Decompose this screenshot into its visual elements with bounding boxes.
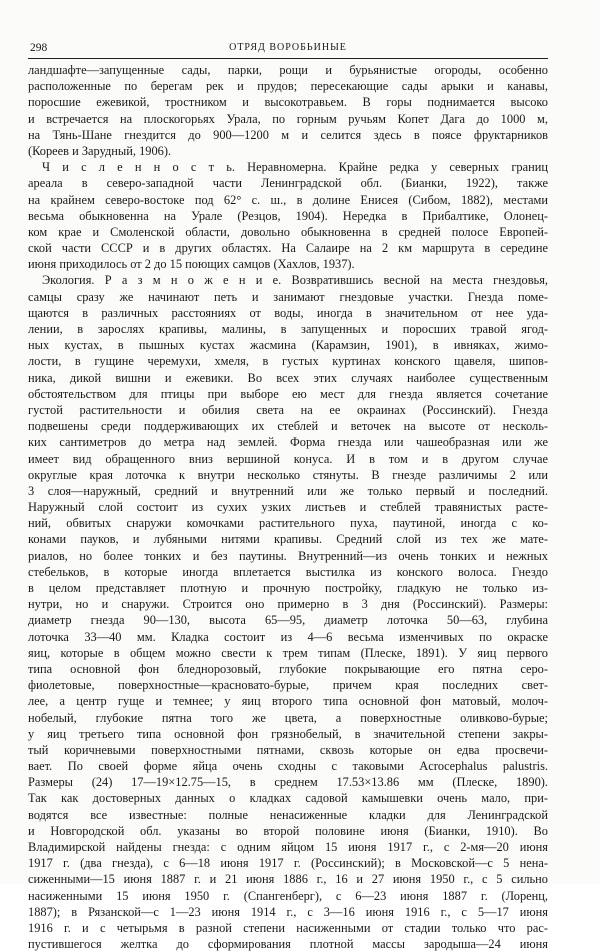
text-line: (Кореев и Зарудный, 1906). [28, 143, 172, 158]
text-line: нобелый, глубокие пятна того же цвета, а поверхностные оливково-бурые; [28, 710, 548, 725]
text-line: Наружный слой состоит из сухих узких листьев и стеблей травянистых расте- [28, 500, 548, 515]
text-line: обстоятельством для птицы при выборе ею мест для гнезда является сочетание [28, 386, 548, 401]
text-line: 1887); в Рязанской—с 1—23 июня 1914 г., с 3—16 июня 1916 г., с 5—17 июня [28, 904, 548, 919]
text-line: густой растительности и обилия света на ее окраинах (Россинский). Гнезда [28, 402, 548, 417]
text-line: лении, в зарослях крапивы, малины, в запущенных и поросших травой ягод- [28, 322, 548, 336]
text-line: сиженными—15 июня 1887 г. и 21 июня 1886 г., 16 и 27 июня 1950 г., с 5 сильно [28, 872, 548, 887]
text-line: лости, в гущине черемухи, хмеля, в густых куртинах конского щавеля, шипов- [28, 354, 548, 369]
text-line: стебельков, в которые иногда вплетается выстилка из конского волоса. Гнездо [28, 564, 548, 579]
header-rule [28, 58, 548, 59]
text-line: 1916 г. и с четырьмя в разной степени насиженными от стадии только что рас- [28, 920, 548, 935]
body-text [28, 62, 548, 952]
text-line: риалов, но более тонких и без паутины. Внутренний—из очень тонких и нежных [28, 548, 548, 563]
text-line: июня приходилось от 2 до 15 поющих самцов (Хахлов, 1937). [28, 257, 355, 272]
running-title: ОТРЯД ВОРОБЬИНЫЕ [229, 42, 347, 53]
text-line: расположенные по берегам рек и прудов; пересекающие сады арыки и канавы, [28, 79, 548, 94]
text-line: ской части СССР и в других областях. На Салаире на 2 км маршрута в середине [28, 241, 548, 256]
text-line: округлые края лоточка к внутри несколько стянуты. В гнезде различимы 2 или [28, 467, 548, 482]
text-line: подвешены среди поддерживающих их стеблей и веточек на высоте от несколь- [28, 419, 548, 434]
text-line: 3 слоя—наружный, средний и внутренний или же только первый и последний. [28, 483, 548, 498]
text-line: ландшафте—запущенные сады, парки, рощи и бурьянистые огороды, особенно [28, 63, 548, 77]
text-line: водятся все известные: полные ненасиженные кладки для Ленинградской [28, 807, 548, 822]
text-line: Ч и с л е н н о с т ь. Неравномерна. Крайне редка у северных границ [42, 160, 548, 175]
text-line: на Тянь-Шане гнездится до 900—1200 м и селится здесь в поясе фруктарников [28, 127, 548, 142]
text-line: в целом представляет плотную и прочную постройку, гладкую не только из- [28, 581, 548, 595]
text-line: ких сантиметров до метра над землей. Форма гнезда или чашеобразная или же [28, 435, 548, 450]
text-line: у яиц третьего типа основной фон грязнобелый, в значительной степени закры- [28, 726, 548, 741]
text-line: на крайнем северо-востоке под 62° с. ш., в долине Енисея (Сибом, 1882), местами [28, 192, 548, 207]
text-line: лее, а центр гуще и темнее; у яиц второго типа основной фон матовый, молоч- [28, 694, 548, 709]
text-line: фиолетовые, поверхностные—красновато-бурые, причем края последних свет- [28, 678, 548, 693]
text-line: ний, обвитых снаружи комочками растительного пуха, паутиной, иногда с ко- [28, 516, 548, 531]
text-line: ных кустах, в пышных кустах жасмина (Карамзин, 1901), в ивняках, жимо- [28, 338, 548, 353]
text-line: имеет вид обращенного вниз вершиной конуса. И в том и в другом случае [28, 451, 548, 466]
text-line: поросшие ежевикой, тростником и высокотравьем. В горы поднимается высоко [28, 95, 548, 110]
text-line: 1917 г. (два гнезда), с 6—18 июня 1917 г. (Россинский); в Московской—с 5 нена- [28, 856, 548, 871]
text-line: щаются в различных расстояниях от воды, иногда в значительном от нее уда- [28, 305, 548, 320]
text-line: нутри, но и снаружи. Строится оно примерно в 3 дня (Россинский). Размеры: [28, 597, 548, 612]
text-line: вает. По своей форме яйца очень сходны с таковыми Acrocephalus palustris. [28, 759, 548, 774]
page-number: 298 [30, 42, 48, 54]
text-line: диаметр гнезда 90—130, высота 65—95, диаметр лоточка 50—63, глубина [28, 613, 548, 628]
text-line: самцы сразу же начинают петь и занимают гнездовые участки. Гнезда поме- [28, 289, 548, 304]
text-line: Владимирской найдены гнезда: с одним яйцом 15 июня 1917 г., с 2-мя—20 июня [28, 840, 548, 854]
text-line: яиц, которые в общем можно свести к трем типам (Плеске, 1891). У яиц первого [28, 645, 548, 660]
text-line: и Новгородской обл. указаны во второй половине июня (Бианки, 1910). Во [28, 823, 548, 838]
text-line: тый коричневыми поверхностными пятнами, сквозь которые он едва просвечи- [28, 742, 548, 757]
page-header [28, 42, 548, 56]
text-line: пустившегося желтка до сформирования плотной массы зародыша—24 июня [28, 937, 548, 952]
text-line: Экология. Р а з м н о ж е н и е. Возвратившись весной на места гнездовья, [42, 273, 548, 288]
text-line: типа основной фон бледнорозовый, глубокие покрывающие его пятна серо- [28, 661, 548, 676]
text-line: ком крае и Смоленской области, довольно обыкновенна в средней полосе Европей- [28, 224, 548, 239]
text-line: Размеры (24) 17—19×12.75—15, в среднем 17.53×13.86 мм (Плеске, 1890). [28, 775, 548, 790]
text-line: лоточка 33—40 мм. Кладка состоит из 4—6 весьма изменчивых по окраске [28, 629, 548, 644]
text-line: ника, дикой вишни и ежевики. Во всех этих случаях наиболее существенным [28, 370, 548, 385]
text-line: весьма обыкновенна на Урале (Резцов, 1904). Нередка в Прибалтике, Олонец- [28, 208, 548, 223]
text-line: конами пауков, и лубяными нитями крапивы. Средний слой из тех же мате- [28, 532, 548, 547]
text-line: и встречается на плоскогорьях Урала, по горным ручьям Копет Дага до 1000 м, [28, 111, 548, 126]
text-line: насиженными 15 июня 1950 г. (Спангенберг), с 6—23 июня 1887 г. (Лоренц, [28, 888, 548, 903]
text-line: ареала в северо-западной части Ленинградской обл. (Бианки, 1922), также [28, 176, 548, 191]
text-line: Так как достоверных данных о кладках садовой камышевки очень мало, при- [28, 791, 548, 806]
